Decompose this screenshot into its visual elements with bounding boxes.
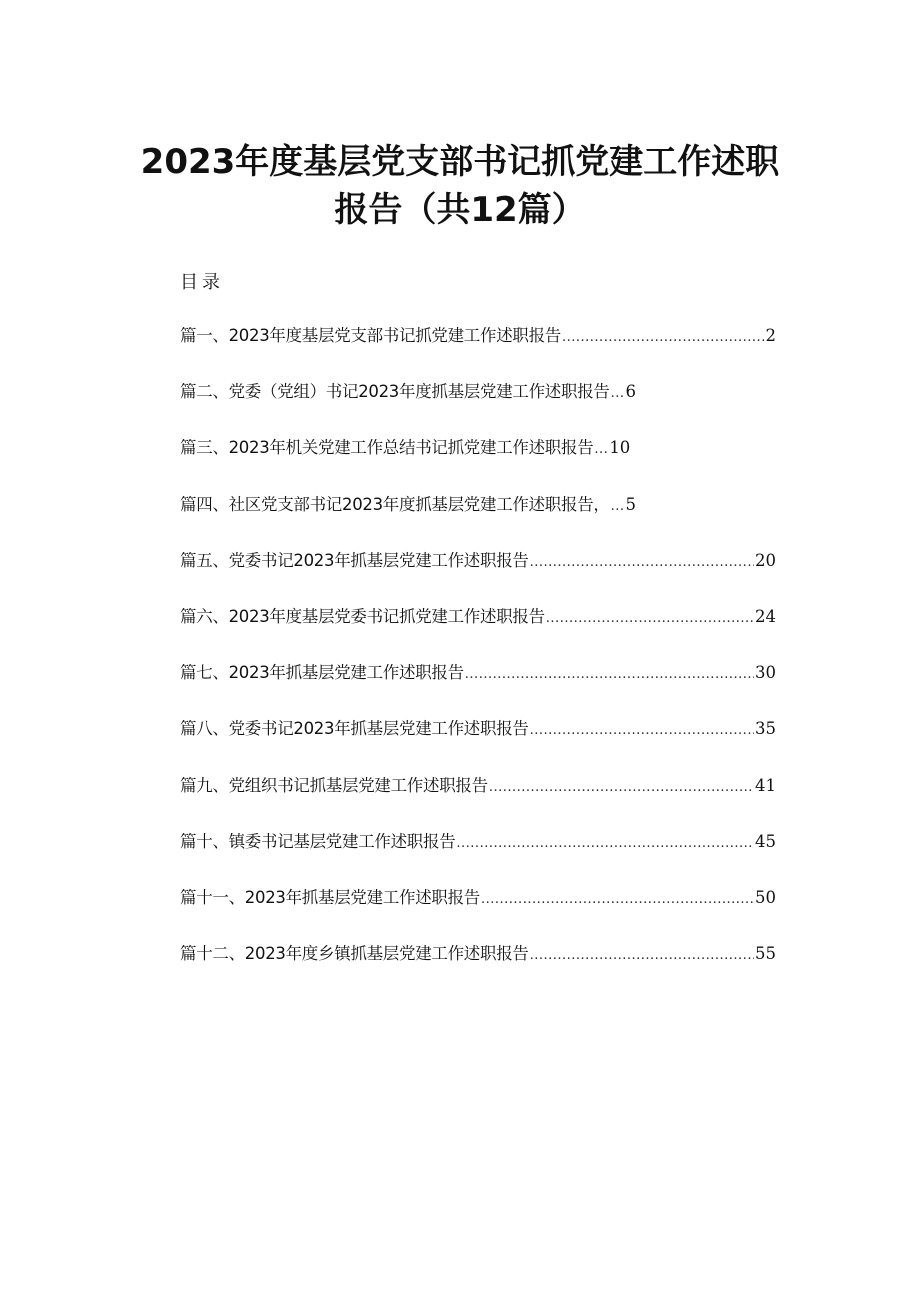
toc-page-number: 24 <box>755 606 776 626</box>
toc-dot-leader <box>481 886 754 914</box>
toc-dot-leader <box>546 605 754 633</box>
toc-entry-10[interactable] <box>180 828 776 884</box>
toc-dot-leader <box>465 661 754 689</box>
toc-entry-12[interactable] <box>180 940 776 996</box>
toc-page-number: 5 <box>625 494 636 514</box>
toc-dot-leader <box>530 549 754 577</box>
toc-dot-leader <box>611 380 625 408</box>
toc-entry-8[interactable] <box>180 715 776 771</box>
table-of-contents <box>180 322 776 996</box>
toc-entry-title: 篇二、党委（党组）书记2023年度抓基层党建工作述职报告 <box>180 382 610 402</box>
toc-page-number: 30 <box>755 663 776 683</box>
toc-entry-title: 篇十二、2023年度乡镇抓基层党建工作述职报告 <box>180 944 529 964</box>
toc-entry-7[interactable] <box>180 659 776 715</box>
toc-page-number: 6 <box>625 382 636 402</box>
toc-entry-title: 篇十一、2023年抓基层党建工作述职报告 <box>180 887 480 907</box>
document-title-line-1: 2023年度基层党支部书记抓党建工作述职 <box>140 142 780 182</box>
toc-entry-5[interactable] <box>180 547 776 603</box>
toc-page-number: 2 <box>765 326 776 345</box>
toc-entry-title: 篇一、2023年度基层党支部书记抓党建工作述职报告 <box>180 326 561 345</box>
toc-entry-title: 篇三、2023年机关党建工作总结书记抓党建工作述职报告 <box>180 438 594 458</box>
toc-entry-1[interactable] <box>180 322 776 378</box>
toc-entry-title: 篇十、镇委书记基层党建工作述职报告 <box>180 831 456 851</box>
toc-entry-title: 篇九、党组织书记抓基层党建工作述职报告 <box>180 775 488 795</box>
toc-page-number: 20 <box>755 550 776 570</box>
toc-page-number: 55 <box>755 944 776 964</box>
toc-entry-2[interactable] <box>180 378 776 434</box>
toc-entry-title: 篇五、党委书记2023年抓基层党建工作述职报告 <box>180 550 529 570</box>
document-title-line-2: 报告（共12篇） <box>334 190 586 230</box>
toc-entry-title: 篇四、社区党支部书记2023年度抓基层党建工作述职报告， <box>180 494 610 514</box>
toc-dot-leader <box>530 717 754 745</box>
toc-entry-9[interactable] <box>180 772 776 828</box>
toc-dot-leader <box>562 324 765 352</box>
toc-entry-title: 篇七、2023年抓基层党建工作述职报告 <box>180 663 464 683</box>
toc-dot-leader <box>594 436 608 464</box>
toc-entry-4[interactable] <box>180 491 776 547</box>
toc-page-number: 41 <box>755 775 776 795</box>
toc-entry-title: 篇六、2023年度基层党委书记抓党建工作述职报告 <box>180 606 545 626</box>
toc-entry-6[interactable] <box>180 603 776 659</box>
toc-page-number: 50 <box>755 887 776 907</box>
toc-page-number: 35 <box>755 719 776 739</box>
toc-entry-11[interactable] <box>180 884 776 940</box>
toc-dot-leader <box>456 830 754 858</box>
toc-entry-3[interactable] <box>180 434 776 490</box>
toc-page-number: 10 <box>609 438 631 458</box>
toc-dot-leader <box>530 942 754 970</box>
toc-heading: 目录 <box>180 272 224 293</box>
toc-dot-leader <box>489 774 754 802</box>
toc-entry-title: 篇八、党委书记2023年抓基层党建工作述职报告 <box>180 719 529 739</box>
toc-page-number: 45 <box>755 831 776 851</box>
toc-dot-leader <box>611 493 625 521</box>
